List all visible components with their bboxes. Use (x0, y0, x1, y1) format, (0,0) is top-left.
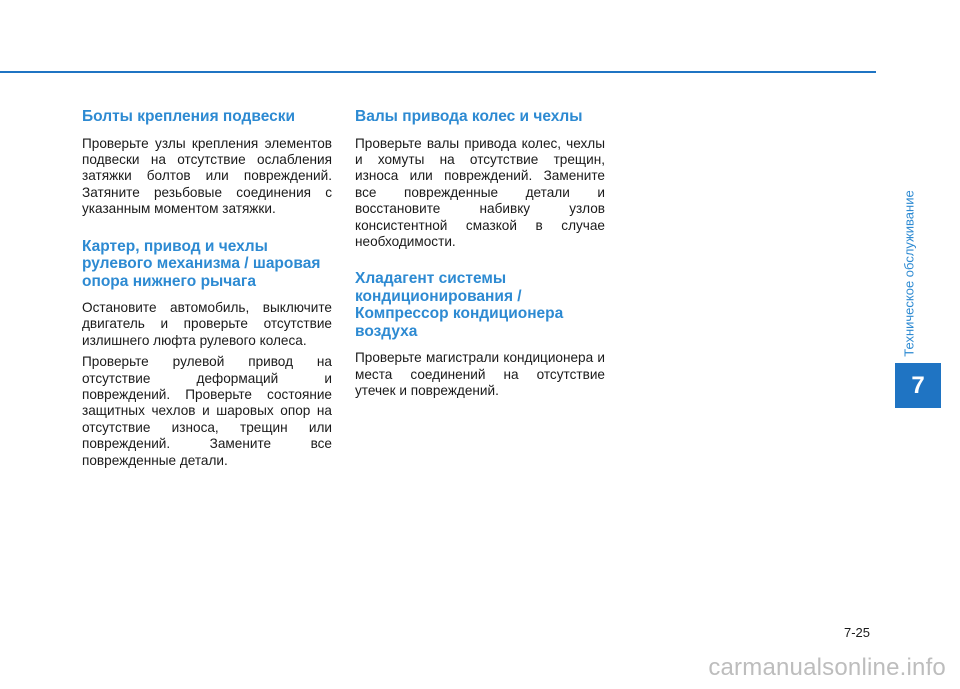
left-column (82, 108, 332, 474)
right-column (355, 108, 605, 405)
chapter-title: Техническое обслуживание (901, 189, 917, 357)
section-heading-drive-shafts: Валы привода колес и чехлы (355, 108, 583, 125)
section-heading-suspension-bolts: Болты крепления подвески (82, 108, 296, 125)
section-text-ac-refrigerant: Проверьте магистрали кондиционера и места соединений на отсутствие утечек и повреждений. (355, 350, 605, 399)
section-text-suspension-bolts: Проверьте узлы крепления элементов подвески на отсутствие ослабления затяжки болтов или повреждений. Затяните резьбовые соединения с указанным моментом затяжки. (82, 135, 332, 217)
watermark-text: carmanualsonline.info (708, 654, 946, 681)
section-text-drive-shafts: Проверьте валы привода колес, чехлы и хомуты на отсутствие трещин, износа или повреждений. Замените все поврежденные детали и восстановите набивку узлов консистентной смазкой в случае необходимости. (355, 135, 605, 249)
top-divider (0, 71, 876, 73)
section-text-steering-gear-1: Остановите автомобиль, выключите двигатель и проверьте отсутствие излишнего люфта рулевого колеса. (82, 300, 332, 348)
section-heading-steering-gear: Картер, привод и чехлы рулевого механизма / шаровая опора нижнего рычага (82, 237, 321, 290)
section-heading-ac-refrigerant: Хладагент системы кондиционирования / Компрессор кондиционера воздуха (355, 270, 564, 340)
section-text-steering-gear-2: Проверьте рулевой привод на отсутствие деформаций и повреждений. Проверьте состояние защитных чехлов и шаровых опор на отсутствие износа, трещин или повреждений. Замените все поврежденные детали. (82, 354, 332, 468)
page-number: 7-25 (844, 625, 871, 640)
chapter-number-badge: 7 (895, 363, 941, 408)
chapter-side-label (896, 184, 922, 362)
